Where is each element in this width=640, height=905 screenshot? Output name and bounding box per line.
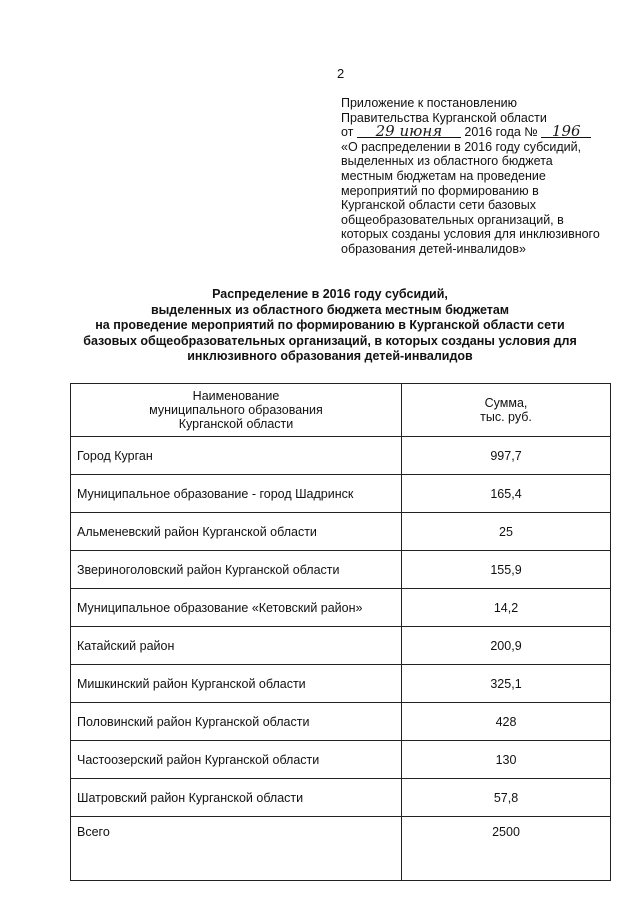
- amount-value: 997,7: [402, 437, 611, 475]
- header-amount: [402, 384, 611, 437]
- municipality-name: Город Курган: [71, 437, 402, 475]
- municipality-name: Альменевский район Курганской области: [71, 513, 402, 551]
- appendix-body-line: Курганской области сети базовых: [341, 198, 537, 213]
- appendix-block: [341, 96, 611, 257]
- table-row: [71, 627, 611, 665]
- title-line: выделенных из областного бюджета местным бюджетам: [150, 302, 510, 317]
- header-amount-line: тыс. руб.: [480, 410, 532, 424]
- amount-value: 200,9: [402, 627, 611, 665]
- appendix-line-2: Правительства Курганской области: [341, 110, 547, 125]
- appendix-body-line: «О распределении в 2016 году субсидий,: [341, 139, 582, 154]
- municipality-name: Мишкинский район Курганской области: [71, 665, 402, 703]
- municipality-name: Муниципальное образование - город Шадринск: [71, 475, 402, 513]
- municipality-name: Звериноголовский район Курганской области: [71, 551, 402, 589]
- amount-value: 57,8: [402, 779, 611, 817]
- header-name-line: Наименование: [192, 389, 280, 403]
- municipality-name: Шатровский район Курганской области: [71, 779, 402, 817]
- title-line: базовых общеобразовательных организаций, в которых созданы условия для: [83, 333, 577, 348]
- amount-value: 25: [402, 513, 611, 551]
- header-name: [71, 384, 402, 437]
- table-row: [71, 703, 611, 741]
- header-amount-line: Сумма,: [484, 396, 528, 410]
- table-header-row: [71, 384, 611, 437]
- appendix-date-line: [341, 122, 611, 141]
- amount-value: 428: [402, 703, 611, 741]
- header-name-line: муниципального образования: [149, 403, 323, 417]
- appendix-body-line: общеобразовательных организаций, в: [341, 212, 564, 227]
- table-row: [71, 551, 611, 589]
- handwritten-date: 29 июня: [357, 125, 461, 138]
- amount-value: 325,1: [402, 665, 611, 703]
- table-row: [71, 779, 611, 817]
- table-row: [71, 513, 611, 551]
- handwritten-number: 196: [541, 125, 591, 138]
- municipality-name: Частоозерский район Курганской области: [71, 741, 402, 779]
- amount-value: 165,4: [402, 475, 611, 513]
- page-number: 2: [337, 66, 345, 81]
- appendix-body-line: местным бюджетам на проведение: [341, 168, 546, 183]
- municipality-name: Муниципальное образование «Кетовский район»: [71, 589, 402, 627]
- table-row: [71, 589, 611, 627]
- appendix-body-line: которых созданы условия для инклюзивного: [341, 227, 600, 242]
- date-prefix: от: [341, 125, 354, 140]
- title-line: Распределение в 2016 году субсидий,: [212, 287, 448, 301]
- title-line: на проведение мероприятий по формированию в Курганской области сети: [95, 318, 565, 332]
- year-text: 2016 года №: [464, 125, 538, 140]
- header-name-line: Курганской области: [178, 417, 294, 431]
- document-title: [60, 287, 600, 365]
- total-row: [71, 817, 611, 881]
- amount-value: 130: [402, 741, 611, 779]
- amount-value: 155,9: [402, 551, 611, 589]
- total-amount: 2500: [402, 817, 611, 881]
- title-line: инклюзивного образования детей-инвалидов: [187, 349, 473, 363]
- municipality-name: Катайский район: [71, 627, 402, 665]
- total-label: Всего: [71, 817, 402, 881]
- appendix-body-line: мероприятий по формированию в: [341, 183, 539, 198]
- municipality-name: Половинский район Курганской области: [71, 703, 402, 741]
- appendix-body-line: выделенных из областного бюджета: [341, 154, 553, 169]
- amount-value: 14,2: [402, 589, 611, 627]
- table-row: [71, 437, 611, 475]
- appendix-body-line: образования детей-инвалидов»: [341, 241, 526, 256]
- subsidy-table: [70, 383, 611, 881]
- table-row: [71, 741, 611, 779]
- appendix-line-1: Приложение к постановлению: [341, 96, 517, 110]
- table-row: [71, 475, 611, 513]
- table-row: [71, 665, 611, 703]
- appendix-body: [341, 140, 611, 257]
